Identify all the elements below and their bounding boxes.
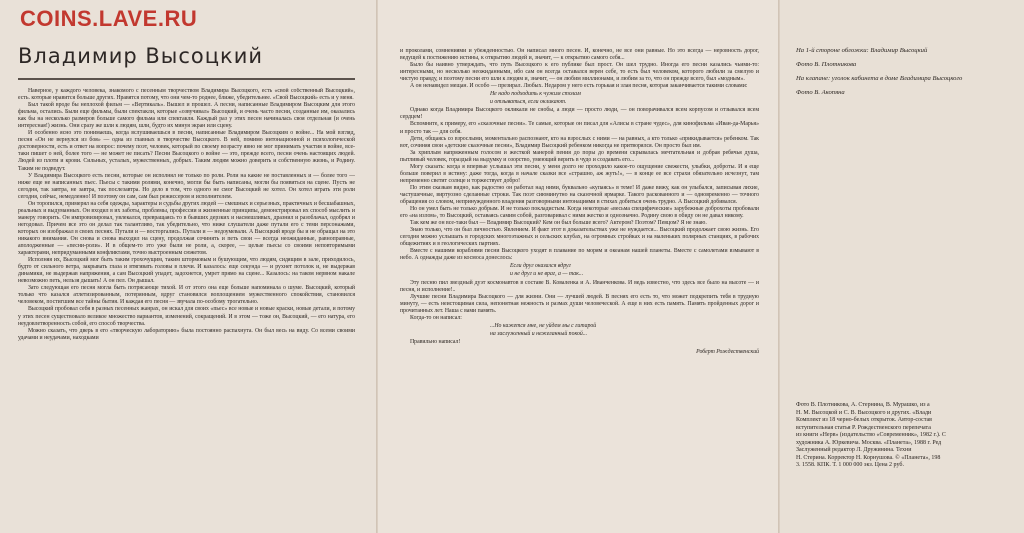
photo-credits [796, 46, 1018, 102]
site-watermark: COINS.LAVE.RU [20, 6, 198, 31]
paragraph: Вспомните, к примеру, его «сказочные песни». Те самые, которые он писал для «Алисы в стране чудес», для кинофильма «Иван-да-Марья» и просто так — для себя. [400, 121, 759, 135]
paragraph: Когда-то он написал: [410, 314, 462, 321]
poem-line: и отзываться, если окликают. [490, 99, 567, 106]
paragraph: Вместе с нашими кораблями песни Высоцкого уходят в плавание по морям и океанам нашей планеты. Вместе с самолетами взмывают в небо. А однажды даже из космоса донеслось: [400, 248, 759, 262]
flap-photo-credit: Фото В. Акопяна [796, 89, 845, 96]
paragraph: Зато следующая его песня могла быть потрясающе тихой. И от этого она еще больше напоминала о шуме. Высоцкий, который только что казался атлетизированным, потерянным, вдруг становился воплощением мужественного спокойствия, становился человеком, постигшим все тайны бытия. И каждая его песня — звучала по-особому трогательно. [18, 285, 355, 306]
imprint-line: Заслуженный редактор Л. Дружинина. Техни [796, 447, 912, 453]
paragraph: Однако когда Владимира Высоцкого окликали не снобы, а люди — просто люди, — он поворачивался всем корпусом и отзывался всем сердцем! [400, 107, 759, 121]
imprint-line: Комплект из 18 черно-белых открыток. Автор-состав [796, 417, 933, 423]
paragraph: Можно сказать, что дверь в его «творческую лабораторию» была постоянно распахнута. Он был весь на виду. Со всеми своими удачами и неудачами, находками [18, 327, 355, 341]
imprint-line: Н. Стерина. Корректор Н. Корнушова. © «Планета», 198 [796, 454, 941, 461]
closing-line: Правильно написал! [410, 338, 461, 345]
left-page [0, 0, 378, 533]
publication-imprint [796, 402, 1020, 470]
left-article-body [18, 88, 355, 525]
poem-line: на заслуженный и нежеланный покой... [490, 330, 588, 337]
paragraph: Он торопился, примерял на себя одежды, характеры и судьбы других людей — смешных и серьезных, практичных и бесшабашных, реальных и выдуманных. Он входил в их заботы, проблемы, профессии и жизненные принципы, демонстрировал их способ мыслить и манеру говорить. Он импровизировал, увлекался, превращаясь то в бывших дерзких и насмешливых, дразнил и разоблачал, одобрял и негодовал. Причем все это он делал так талантливо, так убедительно, что ниже слушатели даже путали его с теми персонажами, которых он изображал в своих песнях. Путали и — восторгались. Путали и — недоумевали. А Высоцкий вроде бы и не обращал на это никакого внимания. Он снова и снова выходил на сцену, продолжая сочинять и петь свои — всегда неожиданные, равноправные, аполодженные — «песни-роли». И в общем-то это уже были не роли, а, скорее, — целые пьесы со своими неповторимыми характерами, непридуманными конфликтами, точно выстроенным сюжетом. [18, 200, 355, 257]
imprint-line: Н. М. Высоцкой и С. В. Высоцкого и других. «Влади [796, 409, 932, 416]
paragraph: Эту песню пил звездный дуэт космонавтов в составе В. Коваленка и А. Иванченкова. И ведь известно, что здесь все было на высоте — и песня, и исполнение!.. [400, 279, 759, 293]
cover-photo-credit: Фото В. Плотникова [796, 61, 857, 68]
paragraph: Высоцкий пробовал себя в разных песенных жанрах, он искал для своих «пьес» все новые и новые краски, новые детали, и потому у этих песен существовало великое множество вариантов, изменений, сокращений. И в этом — тоже он, Высоцкий, — его натура, его неудовлетворенность собой, его способ творчества. [18, 306, 355, 327]
paragraph: По этим сказкам видно, как радостно он работал над ними, буквально «купаясь» в теме! И даже вижу, как он улыбался, записывая лихие, частушечные, виртуозно сделанные строки. Так поэт сиюминутно на сказочной ярмарке. Такого раскованного и — одновременно — точного обращения со словом, непринужденного владения разговорными интонациями в стихах добиться очень трудно. А Высоцкий добивался. [400, 184, 759, 205]
paragraph: Исполняя их, Высоцкий мог быть таким грохочущим, таким штормовым и бушующим, что людям, сидящим в зале, приходилось, будто от сильного ветра, закрывать глаза и втягивать головы в плечи. И казалось: еще секунда — и рухнет потолок и, не выдержав динамики, не выдержав напряжения, а сам Высоцкий упадет, задохнется, умрет прямо на сцене... Казалось: на таком нервном накале невозможно петь, нельзя дышать! А он пел. Он дышал. [18, 257, 355, 285]
title-rule [18, 78, 355, 80]
paragraph: У Владимира Высоцкого есть песни, которые он исполнял не только по роли. Роли на какие не поставленных и — более того — ниже еще не написанных пьес. Пьесы с такими ролями, конечно, могли бы быть написаны, могли бы появиться на сцене. Пусть не сегодня, так завтра, не завтра, так послезавтра. Но дело в том, что одного не смог Высоцкий не хотел. Он хотел играть эти роли сегодня, сейчас, немедленно! И поэтому он сам, сам был режиссером и исполнителем. [18, 172, 355, 200]
imprint-line: из книги «Нерв» (издательство «Современник», 1982 г.). С [796, 432, 946, 438]
paragraph: Было бы наивно утверждать, что путь Высоцкого к его публике был прост. Он шел трудно. Иногда его песни казались чьими-то: интересными, но несколько неожиданными, ибо сам он всегда оставался верен себе, то есть был человеком, которого любили за смелую и чистую правду, и поэтому песни его шли к людям и, значит, — он любим миллионами, и любим за то, что он прежде всего, был «модным». [400, 62, 759, 83]
flap-caption: На клапане: уголок кабинета в доме Владимира Высоцкого [796, 75, 963, 82]
paragraph: и проколами, сомнениями и убежденностью. Он написал много песен. И, конечно, не все они равные. Но это всегда — неровность дорог, ведущей к постижению истины, к открытию людей и, значит, — к открытию самого себя... [400, 48, 759, 62]
paragraph: За хриплым напряженным голосом и жесткой манерой пения до поры до времени скрывалась мечтательная и добрая ребячья душа, пытливый человек, гораздый на выдумку и озорство, умеющий верить в чудо и создавать его... [400, 149, 759, 163]
paragraph: Дети, общаясь со взрослыми, моментально распознают, кто на взрослых с ними — на равных, а кто только «прикидывается» ребенком. Так вот, сочиняя свои «детские сказочные песни», Владимир Высоцкий ребенком никогда не притворялся. Он просто был им. [400, 135, 759, 149]
paragraph: Могу сказать: когда я впервые услышал эти песни, у меня долго не проходило какое-то ощущение свежести, улыбки, доброты. И я еще больше поверил в истину: даже тогда, когда в начале сказки все «страшно, аж жуть!», — в конце ее все страхи обязательно исчезнут, там непременно светит солнце и торжествует добро! [400, 163, 759, 184]
paragraph: А он ненавидел мещан. И особо — презирал. Любых. Недаром у него есть горькая и злая песня, которая заканчивается такими словами: [410, 83, 748, 90]
page-title: Владимир Высоцкий [18, 44, 264, 68]
poem-line: Не надо подходить к чужим столам [490, 91, 581, 98]
cover-caption: На 1-й стороне обложки: Владимир Высоцкий [796, 47, 928, 54]
imprint-line: художника А. Юркевича. Москва. «Планета», 1988 г. Ред [796, 439, 942, 446]
middle-article-body [400, 48, 759, 525]
paragraph: Был такой вроде бы неплохой фильм — «Вертикаль». Вышел и прошел. А песни, написанные Владимиром Высоцким для этого фильма, остались. Были еще фильмы, были спектакли, которые «озвучивал» Высоцкий, и очень часто песни, созданные им, оказались как бы на несколько размеров больше самого фильма или спектакля. Каждый раз у этих песен начиналась своя отдельная (и очень интересная!) жизнь. Они сразу же шли к людям, шли, будто их минуя экран или сцену. [18, 102, 355, 130]
imprint-line: Фото В. Плотникова, А. Стернина, В. Мурашко, из а [796, 402, 930, 408]
paragraph: Но он умел быть не только добрым. И не только покладистым. Когда некоторые «весьма специфические» зарубежные доброхоты пробовали его «на излом», то Высоцкий, оставаясь самим собой, разговаривал с ними жестко и однозначно. Родину свою в обиду он не давал никому. [400, 206, 759, 220]
poem-line: и не друг и не враг, а — так... [510, 271, 584, 278]
imprint-line: 3. 1558. КПК. Т. 1 000 000 экз. Цена 2 руб. [796, 462, 904, 468]
paragraph: Наверное, у каждого человека, знакомого с песенным творчеством Владимира Высоцкого, есть «свой собственный Высоцкий», есть. которые нравится больше других. Нравятся потому, что они чем-то роднее, ближе, убедительнее. «Свой Высоцкий» есть и у меня. [18, 88, 355, 102]
middle-page [378, 0, 780, 533]
paragraph: Знаю только, что он был личностью. Явлением. И факт этот в доказательствах уже не нуждается... Высоцкий продолжает свою жизнь. Его сегодня можно услышать в городских многоэтажных и сельских клубах, на огромных стройках и на маленьких полярных станциях, в рабочих общежитиях и в геологических партиях. [400, 227, 759, 248]
poem-line: ...Но кажется мне, не уйдем мы с гитарой [490, 322, 597, 329]
poem-line: Если друг оказался вдруг [510, 263, 571, 270]
imprint-line: вступительная статья Р. Рождественского перепечата [796, 424, 931, 431]
author-signature: Роберт Рождественский [696, 348, 759, 355]
paragraph: Лучшие песни Владимира Высоцкого — для жизни. Они — лучшей людей. В песнях его есть то, что может подкрепить тебя в трудную минуту, — есть неистощимая сила, непонятная нежность и размах души человеческой. А еще в них есть память. Память пройденных дорог и прочитанных лет. Наша с вами память. [400, 293, 759, 314]
paragraph: И особенно ясно это понимаешь, когда вслушиваешься в песни, написанные Владимиром Высоцким о войне... На мой взгляд, песня «Он не вернулся из боя» — одна из главных в творчестве Высоцкого. В ней, помимо интонационной и психологической достоверности, есть и ответ на вопрос: почему поэт, человек, который по своему возрасту явно не мог принимать участия в войне, все-таки пишет о ней, более того — не может не писать? Песни Высоцкого о войне — это, прежде всего, песни очень настоящих людей. Людей из плоти и крови. Сильных, усталых, мужественных, добрых. Таким людям можно доверить и собственную жизнь, и Родину. Таким не подведут. [18, 130, 355, 172]
paragraph: Так кем же он все-таки был — Владимир Высоцкий? Кем он был больше всего? Актером? Поэтом? Певцом? Я не знаю. [410, 220, 707, 227]
right-page [780, 0, 1024, 533]
